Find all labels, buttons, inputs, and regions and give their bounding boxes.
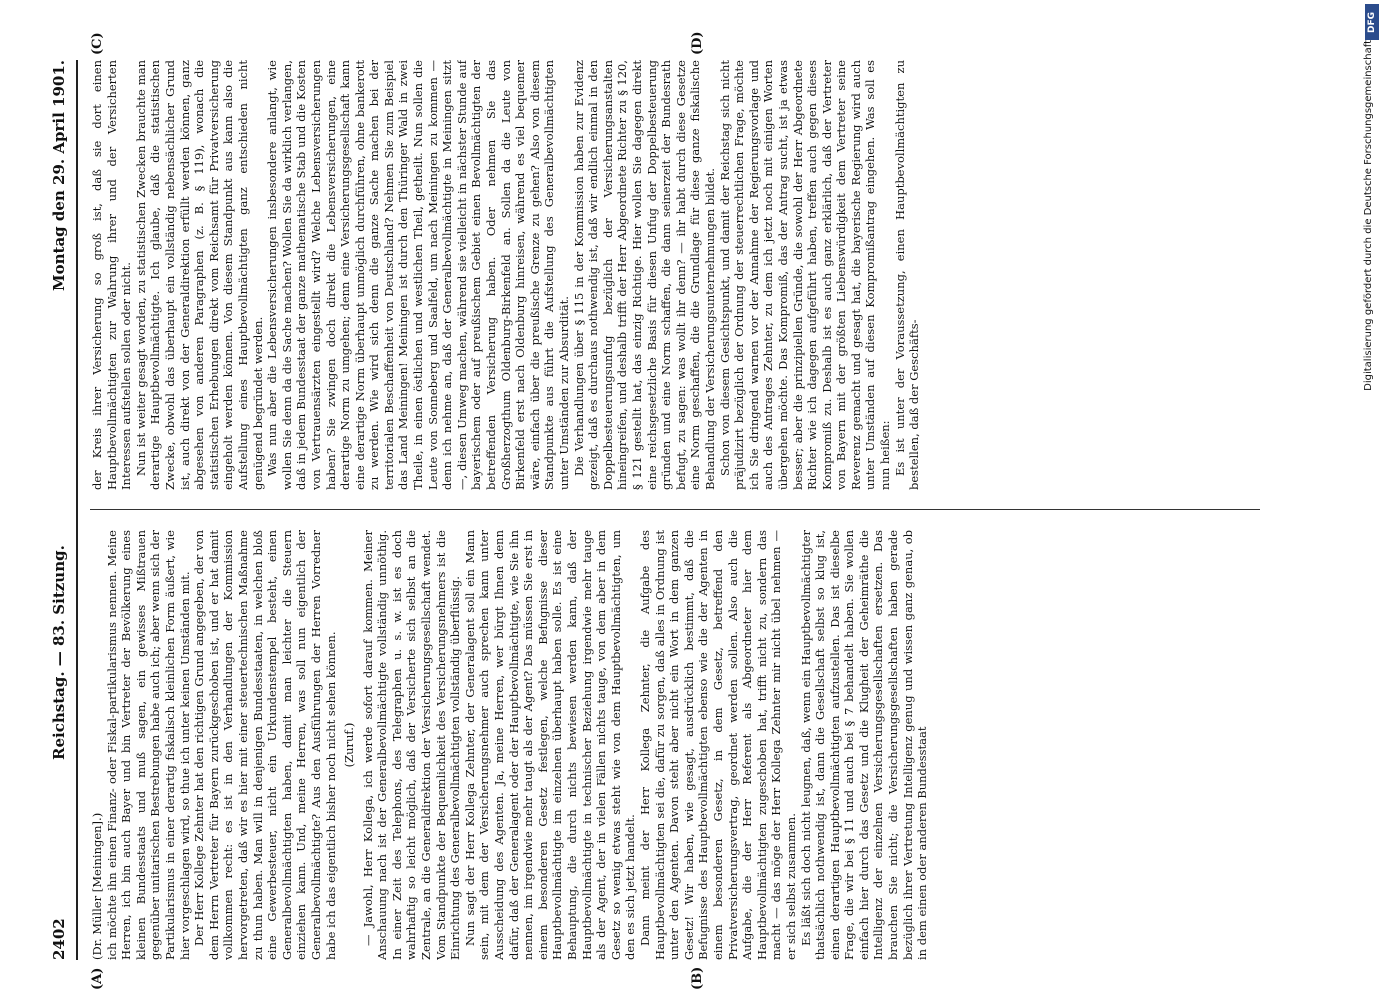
margin-mark-d: (D) [690, 31, 705, 55]
paragraph: ich möchte ihn einen Finanz- oder Fiskal-partikularismus nennen. Meine Herren, ich bin auch Bayer und bin Vertreter der Bevölkerung eines kleinen Bundesstaats und muß sagen, ein gewisses Mißtrauen gegenüber unitarischen Bestrebungen habe auch ich; aber wenn sich der Partikularismus in einer derartig fiskalisch kleinlichen Form äußert, wie hier vorgeschlagen wird, so thue ich unter keinen Umständen mit. [104, 530, 192, 960]
paragraph: Nun ist weiter gesagt worden, zu statistischen Zwecken brauchte man derartige Hauptbevollmächtigte. Ich glaube, daß die statistischen Zwecke, obwohl das überhaupt ein vollständig nebensächlicher Grund ist, auch direkt von der Generaldirektion erfüllt werden können, ganz abgesehen von anderen Paragraphen (z. B. § 119), wonach die statistischen Erhebungen direkt vom Reichsamt für Privatversicherung eingeholt werden können. Von diesem Standpunkt aus kann also die Aufstellung eines Hauptbevollmächtigten ganz entschieden nicht genügend begründet werden. [133, 60, 265, 490]
session-title: Reichstag. — 83. Sitzung. [50, 545, 68, 760]
interjection: (Zuruf.) [342, 722, 357, 768]
right-column [90, 60, 1270, 490]
dfg-note: Digitalisierung gefördert durch die Deutsche Forschungsgemeinschaft [1363, 40, 1374, 391]
margin-mark-b: (B) [690, 966, 705, 990]
paragraph: Dann meint der Herr Kollega Zehnter, die Aufgabe des Hauptbevollmächtigten sei die, dafür zu sorgen, daß alles in Ordnung ist unter den Agenten. Davon steht aber nicht ein Wort in dem ganzen Gesetz! Wir haben, wie gesagt, ausdrücklich bestimmt, daß die Befugnisse des Hauptbevollmächtigten ebenso wie die der Agenten in einem besonderen Gesetz, in dem Gesetz, betreffend den Privatversicherungsvertrag, geordnet werden sollen. Also auch die Aufgabe, die der Herr Referent als Abgeordneter hier dem Hauptbevollmächtigten zugeschoben hat, trifft nicht zu, sondern das macht — das möge der Herr Kollega Zehnter mir nicht übel nehmen — er sich selbst zusammen. [637, 530, 798, 960]
dfg-sidebar [1350, 0, 1380, 1000]
margin-mark-c: (C) [90, 32, 105, 55]
dfg-logo: DFG [1365, 4, 1379, 40]
paragraph: — Jawohl, Herr Kollega, ich werde sofort darauf kommen. Meiner Anschauung nach ist der Generalbevollmächtigte vollständig unnöthig. In einer Zeit des Telephons, des Telegraphen u. s. w. ist es doch wahrhaftig so leicht möglich, daß der Versicherte sich selbst an die Zentrale, an die Generaldirektion der Versicherungsgesellschaft wendet. Vom Standpunkte der Bequemlichkeit des Versicherungsnehmers ist die Einrichtung des Generalbevollmächtigten vollständig überflüssig. [360, 530, 463, 960]
paragraph: der Kreis ihrer Versicherung so groß ist, daß sie dort einen Hauptbevollmächtigten zur Wahrung ihrer und der Versicherten Interessen aufstellen sollen oder nicht. [90, 60, 134, 490]
paragraph: Was nun aber die Lebensversicherungen insbesondere anlangt, wie wollen Sie denn da die Sache machen? Wollen Sie da wirklich verlangen, daß in jedem Bundesstaat der ganze mathematische Stab und die Kosten von Vertrauensärzten eingestellt wird? Welche Lebensversicherungen haben? Sie zwingen doch direkt die Lebensversicherungen, eine derartige Norm zu umgehen; denn eine Versicherungsgesellschaft kann eine derartige Norm überhaupt unmöglich durchführen, ohne bankerott zu werden. Wie wird sich denn die ganze Sache machen bei der territorialen Beschaffenheit von Deutschland? Nehmen Sie zum Beispiel das Land Meiningen! Meiningen ist durch den Thüringer Wald in zwei Theile, in einen östlichen und westlichen Theil, getheilt. Nun sollen die Leute von Sonneberg und Saalfeld, um nach Meiningen zu kommen — denn ich nehme an, daß der Generalbevollmächtigte in Meiningen sitzt —, diesen Umweg machen, während sie vielleicht in nächster Stunde auf bayerischem oder auf preußischem Gebiet einen Bevollmächtigten der betreffenden Versicherung haben. Oder nehmen Sie das Großherzogthum Oldenburg-Birkenfeld an. Sollen da die Leute von Birkenfeld erst nach Oldenburg hinreisen, während es viel bequemer wäre, einfach über die preußische Grenze zu gehen? Also von diesem Standpunkte aus führt die Aufstellung des Generalbevollmächtigten unter Umständen zur Absurdität. [265, 60, 571, 490]
header-rule [76, 60, 78, 960]
paragraph: Der Herr Kollege Zehnter hat den richtigen Grund angegeben, der von dem Herrn Vertreter für Bayern zurückgeschoben ist, und er hat damit vollkommen recht: es ist in den Verhandlungen der Kommission hervorgetreten, daß wir es hier mit einer steuertechnischen Maßnahme zu thun haben. Man will in denjenigen Bundesstaaten, in welchen bloß eine Gewerbesteuer, nicht ein Urkundenstempel besteht, einen Generalbevollmächtigten haben, damit man leichter die Steuern einziehen kann. Und, meine Herren, was soll nun eigentlich der Generalbevollmächtigte? Aus den Ausführungen der Herren Vorredner habe ich das eigentlich bisher noch nicht sehen können. [192, 530, 338, 960]
page-number: 2402 [50, 918, 68, 960]
paragraph: Schon von diesem Gesichtspunkt, und damit der Reichstag sich nicht präjudizirt bezüglich der Ordnung der steuerrechtlichen Frage, möchte ich Sie dringend warnen vor der Annahme der Regierungsvorlage und auch des Antrages Zehnter, zu dem ich jetzt noch mit einigen Worten übergehen möchte. Das Kompromiß, das der Antrag sucht, ist ja etwas besser; aber die prinzipiellen Gründe, die sowohl der Herr Abgeordnete Richter wie ich dagegen aufgeführt haben, treffen auch gegen dieses Kompromiß zu. Deshalb ist es auch ganz erklärlich, daß der Vertreter von Bayern mit der größten Liebenswürdigkeit dem Vertreter seine Reverenz gemacht und gesagt hat, die bayerische Regierung wird auch unter Umständen auf diesen Kompromißantrag eingehen. Was soll es nun heißen: [717, 60, 893, 490]
paragraph: Die Verhandlungen über § 115 in der Kommission haben zur Evidenz gezeigt, daß es durchaus nothwendig ist, daß wir endlich einmal in den Doppelbesteuerungsunfug bezüglich der Versicherungsanstalten hineingreifen, und deshalb trifft der Herr Abgeordnete Richter zu § 120, § 121 gestellt hat, das einzig Richtige. Hier wollen Sie dagegen direkt eine reichsgesetzliche Basis für diesen Unfug der Doppelbesteuerung gründen und eine Norm schaffen, die dann seinerzeit der Bundesrath befugt, zu sagen: was wollt ihr denn? — ihr habt durch diese Gesetze eine Norm geschaffen, die die Grundlage für diese ganze fiskalische Behandlung der Versicherungsunternehmungen bildet. [571, 60, 717, 490]
paragraph: Es läßt sich doch nicht leugnen, daß, wenn ein Hauptbevollmächtigter thatsächlich nothwendig ist, dann die Gesellschaft selbst so klug ist, einen derartigen Hauptbevollmächtigten aufzustellen. Das ist dieselbe Frage, die wir bei § 11 und auch bei § 7 behandelt haben. Sie wollen einfach hier durch das Gesetz und die Klugheit der Geheimräthe die Intelligenz der einzelnen Versicherungsgesellschaften ersetzen. Das brauchen Sie nicht; die Versicherungsgesellschaften haben gerade bezüglich ihrer Vertretung Intelligenz genug und wissen ganz genau, ob in dem einen oder anderen Bundesstaat [798, 530, 930, 960]
newspaper-sheet [30, 31, 1290, 990]
page-header [50, 60, 78, 960]
session-date: Montag den 29. April 1901. [50, 60, 68, 291]
column-divider [90, 509, 1260, 510]
speaker-line: (Dr. Müller [Meiningen].) [90, 812, 104, 960]
paragraph: Nun sagt der Herr Kollega Zehnter, der Generalagent soll ein Mann sein, mit dem der Versicherungsnehmer auch sprechen kann unter Ausscheidung des Agenten. Ja, meine Herren, wer bürgt Ihnen denn dafür, daß der Generalagent oder der Hauptbevollmächtigte, wie Sie ihn nennen, im irgendwie mehr taugt als der Agent? Das müssen Sie erst in einem besonderen Gesetz festlegen, welche Befugnisse dieser Hauptbevollmächtigte im einzelnen überhaupt haben solle. Es ist eine Behauptung, die durch nichts bewiesen werden kann, daß der Hauptbevollmächtigte in technischer Beziehung irgendwie mehr tauge als der Agent, der in vielen Fällen nichts tauge, von dem aber in dem Gesetz so wenig etwas steht wie von dem Hauptbevollmächtigten, um den es sich jetzt handelt. [462, 530, 638, 960]
left-column [90, 530, 1270, 960]
margin-mark-a: (A) [90, 967, 105, 990]
paragraph: Es ist unter der Voraussetzung, einen Hauptbevollmächtigten zu bestellen, daß der Geschäfts- [892, 60, 922, 490]
